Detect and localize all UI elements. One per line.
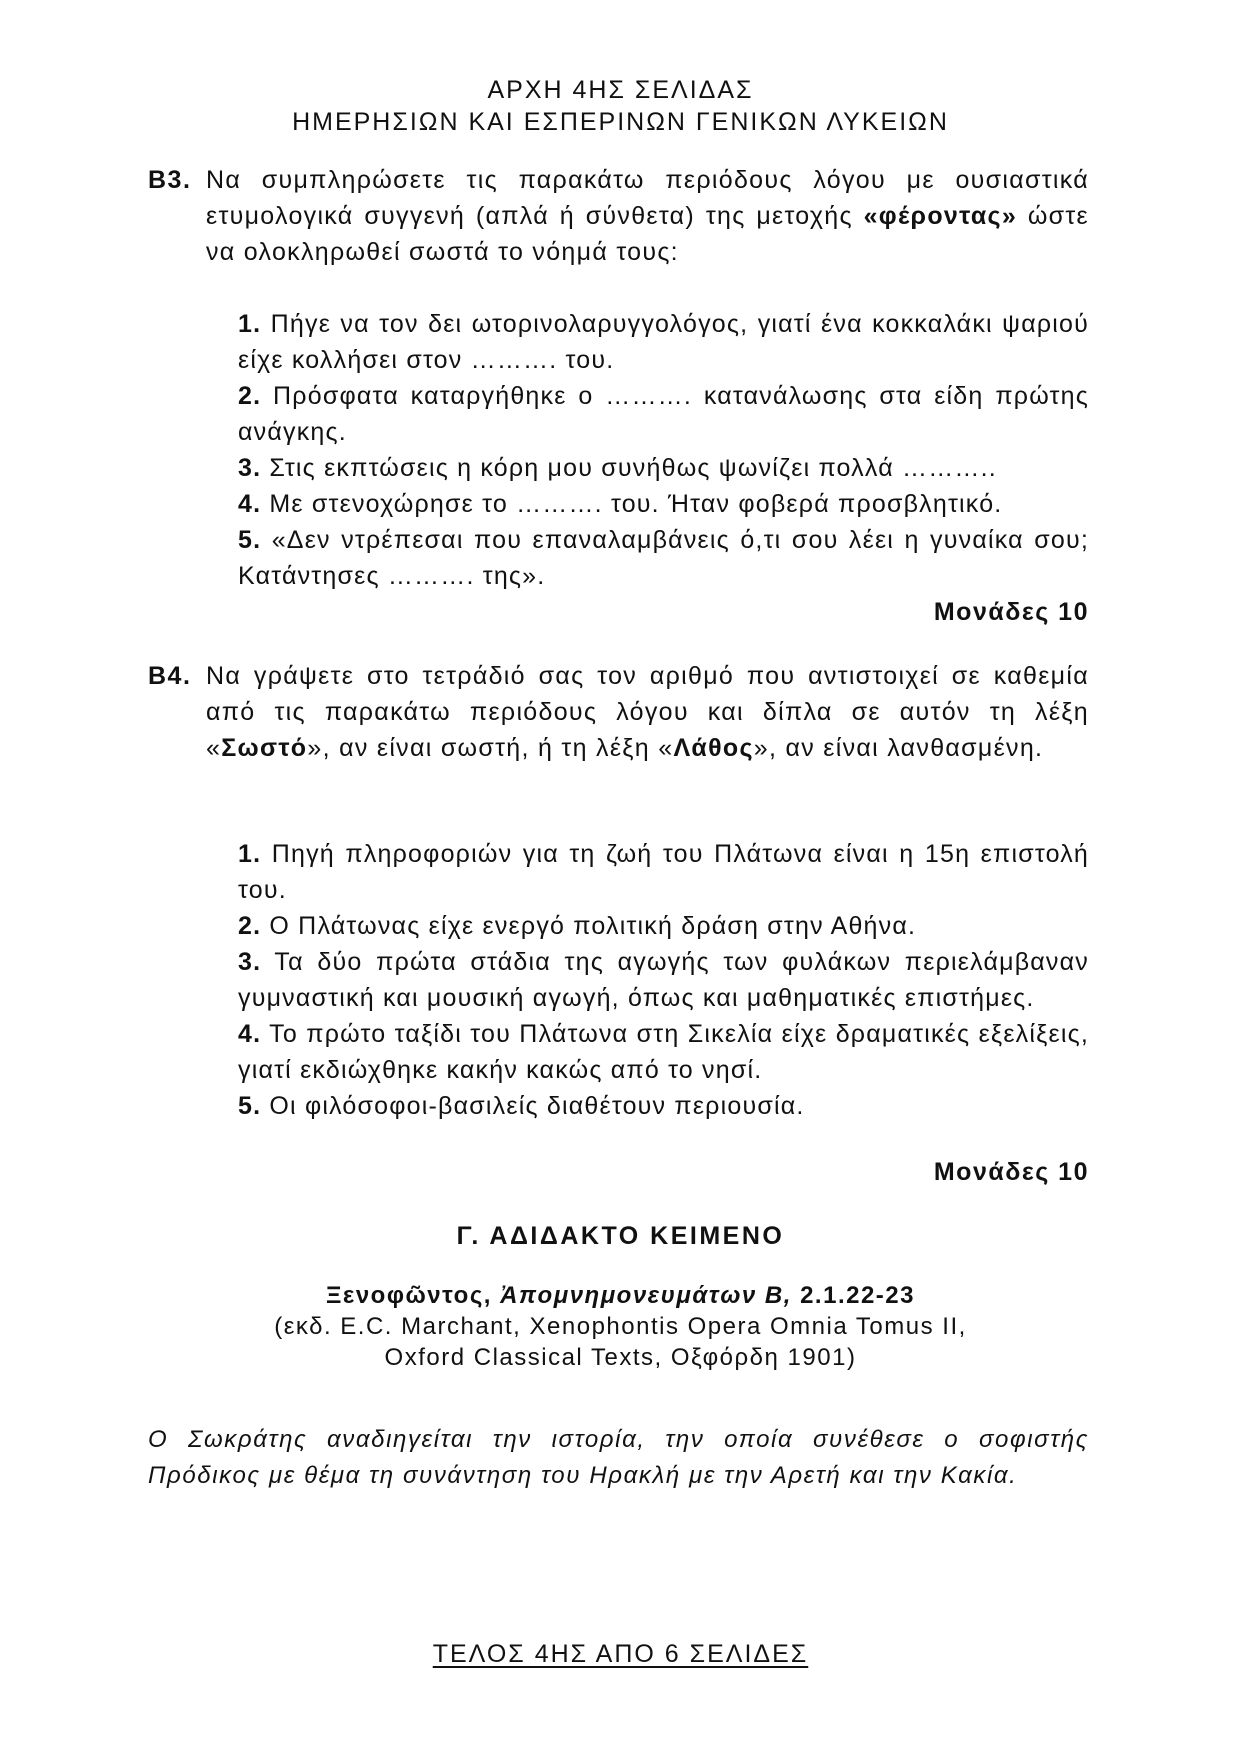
question-b4-marks: Μονάδες 10 [933,1158,1089,1186]
item-text: Με στενοχώρησε το ………. του. Ήταν φοβερά προσβλητικό. [261,490,1003,518]
source-reference: 2.1.22-23 [791,1282,915,1309]
section-g-title: Γ. ΑΔΙΔΑΚΤΟ ΚΕΙΜΕΝΟ [456,1222,785,1250]
question-b3-text-after: ώστε να ολοκληρωθεί σωστά το νόημά τους: [206,202,1089,266]
item-number: 5. [238,526,262,554]
list-item [238,908,1089,944]
item-number: 4. [238,490,262,518]
question-b4-text [206,658,1089,766]
question-b3-marks: Μονάδες 10 [933,598,1089,626]
list-item [238,1088,1089,1124]
question-b4-text-part2: », αν είναι σωστή, ή τη λέξη « [307,734,674,762]
item-number: 2. [238,382,262,410]
source-author: Ξενοφῶντος, [325,1282,501,1309]
list-item [238,944,1089,1016]
source-citation [0,1280,1241,1311]
list-item [238,522,1089,594]
unseen-text-intro: Ο Σωκράτης αναδιηγείται την ιστορία, την οποία συνέθεσε ο σοφιστής Πρόδικος με θέμα τη συνάντηση του Ηρακλή με την Αρετή και την Κακία. [148,1426,1089,1489]
item-text: «Δεν ντρέπεσαι που επαναλαμβάνεις ό,τι σου λέει η γυναίκα σου; Κατάντησες ………. της». [238,526,1089,590]
item-text: Το πρώτο ταξίδι του Πλάτωνα στη Σικελία είχε δραματικές εξελίξεις, γιατί εκδιώχθηκε κακήν κακώς από το νησί. [238,1020,1089,1084]
list-item [238,306,1089,378]
list-item [238,378,1089,450]
list-item [238,1016,1089,1088]
question-b3-text [206,162,1089,270]
list-item [238,486,1089,522]
question-b3-keyword: «φέροντας» [863,202,1018,230]
question-b4-label: Β4. [148,662,192,690]
question-b4-text-part3: », αν είναι λανθασμένη. [753,734,1044,762]
question-b3-text-before: Να συμπληρώσετε τις παρακάτω περιόδους λόγου με ουσιαστικά ετυμολογικά συγγενή (απλά ή σύνθετα) της μετοχής [206,166,1089,230]
question-b4-text-part1: Να γράψετε στο τετράδιό σας τον αριθμό που αντιστοιχεί σε καθεμία από τις παρακάτω περιόδους λόγου και δίπλα σε αυτόν τη λέξη « [206,662,1089,762]
source-work: Ἀπομνημονευμάτων Β, [500,1282,792,1309]
item-number: 5. [238,1092,262,1120]
word-correct: Σωστό [221,734,308,762]
item-number: 2. [238,912,262,940]
item-number: 3. [238,454,262,482]
page-header-line2: ΗΜΕΡΗΣΙΩΝ ΚΑΙ ΕΣΠΕΡΙΝΩΝ ΓΕΝΙΚΩΝ ΛΥΚΕΙΩΝ [292,108,949,136]
item-text: Ο Πλάτωνας είχε ενεργό πολιτική δράση στην Αθήνα. [261,912,917,940]
item-text: Πηγή πληροφοριών για τη ζωή του Πλάτωνα είναι η 15η επιστολή του. [238,840,1089,904]
page-footer-text: ΤΕΛΟΣ 4ΗΣ ΑΠΟ 6 ΣΕΛΙΔΕΣ [432,1640,809,1668]
item-text: Πρόσφατα καταργήθηκε ο ………. κατανάλωσης στα είδη πρώτης ανάγκης. [238,382,1089,446]
page-footer [0,1638,1241,1670]
item-number: 1. [238,840,262,868]
list-item [238,836,1089,908]
item-number: 3. [238,948,262,976]
item-number: 1. [238,310,262,338]
question-b3-label: Β3. [148,166,192,194]
question-b3-items [238,306,1089,594]
word-wrong: Λάθος [673,734,754,762]
item-text: Οι φιλόσοφοι-βασιλείς διαθέτουν περιουσία. [261,1092,805,1120]
item-text: Τα δύο πρώτα στάδια της αγωγής των φυλάκων περιελάμβαναν γυμναστική και μουσική αγωγή, όπως και μαθηματικές επιστήμες. [238,948,1089,1012]
source-edition-line1: (εκδ. E.C. Marchant, Xenophontis Opera Omnia Tomus II, [274,1313,967,1340]
item-number: 4. [238,1020,262,1048]
item-text: Στις εκπτώσεις η κόρη μου συνήθως ψωνίζει πολλά ……….. [261,454,997,482]
page-header-line1: ΑΡΧΗ 4ΗΣ ΣΕΛΙΔΑΣ [487,76,754,104]
question-b4-items [238,836,1089,1124]
source-edition-line2: Oxford Classical Texts, Οξφόρδη 1901) [384,1344,857,1371]
list-item [238,450,1089,486]
item-text: Πήγε να τον δει ωτορινολαρυγγολόγος, γιατί ένα κοκκαλάκι ψαριού είχε κολλήσει στον ………. του. [238,310,1089,374]
